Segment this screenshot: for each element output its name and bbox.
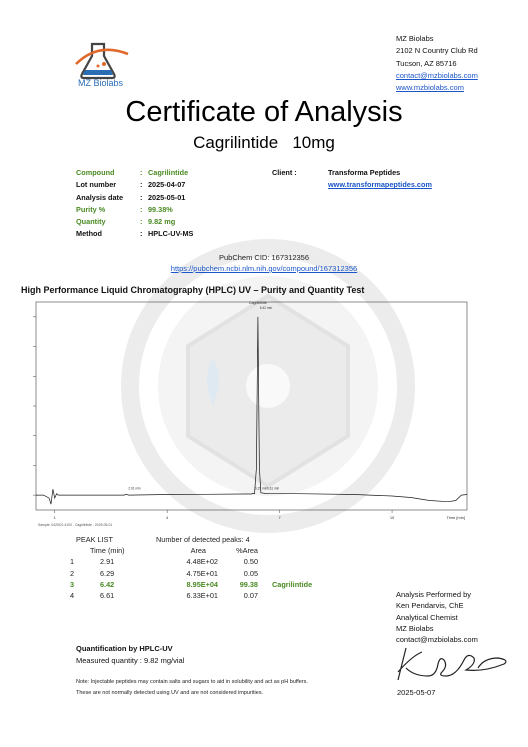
peak-cell-pct: 99.38 [239,579,258,589]
peak-cell-n: 4 [70,590,75,600]
peak-cell-area: 4.48E+02 [186,557,218,567]
sample-info [76,167,193,241]
peak-cell-name [258,556,352,567]
plot-frame [36,302,467,510]
quantity-label: Quantity [76,217,106,227]
lot-value: 2025-04-07 [148,180,186,190]
x-tick-label: 7 [278,515,281,520]
compound-value: Cagrilintide [148,168,189,177]
client-label: Client : [272,168,297,177]
x-tick-label: 10 [389,515,395,520]
peak-cell-name: Cagrilintide [272,579,313,589]
separator: : [140,217,143,227]
method-label: Method [76,229,102,239]
peak-cell-n: 3 [70,579,75,589]
signature-icon [392,642,512,684]
peak-cell-pct: 0.05 [243,568,258,578]
client-block [272,167,432,190]
note-line-2: These are not normally detected using UV and are not considered impurities. [76,690,264,697]
peak-row [70,590,352,601]
peak-row [70,556,352,567]
client-name: Transforma Peptides [328,168,401,177]
peak-cell-n: 2 [70,568,75,578]
date-label: Analysis date [76,192,124,202]
company-website-link[interactable]: www.mzbiolabs.com [396,83,464,93]
analyst-block [396,589,478,645]
peak-cell-pct: 0.50 [243,557,258,567]
lot-label: Lot number [76,180,117,190]
peak-cell-time: 6.29 [100,568,115,578]
company-address [396,33,478,94]
peak-cell-n: 1 [70,557,75,567]
quant-measured: Measured quantity : 9.82 mg/vial [76,655,185,665]
separator: : [140,192,143,202]
separator: : [140,229,143,239]
analyst-company: MZ Biolabs [396,623,434,633]
peak-time-label: 6.61 min [266,486,280,491]
method-value: HPLC-UV-MS [148,229,194,239]
x-tick-label: 1 [53,515,56,520]
peak-cell-name [258,590,352,601]
note-block [76,677,308,700]
x-axis-label: Time [min] [446,515,465,520]
compound-label: Compound [76,168,115,177]
analyst-role: Analytical Chemist [396,612,458,622]
peak-cell-area: 6.33E+01 [186,590,218,600]
chromatogram-chart [21,296,491,528]
company-email-link[interactable]: contact@mzbiolabs.com [396,70,478,80]
peak-cell-area: 8.95E+04 [186,579,218,589]
document-subtitle: Cagrilintide 10mg [193,133,335,152]
peak-cell-time: 6.42 [100,579,115,589]
quant-title: Quantification by HPLC-UV [76,644,173,653]
separator: : [140,204,143,214]
analysis-signed-date: 2025-05-07 [397,688,436,697]
separator: : [140,168,143,177]
document-title: Certificate of Analysis [125,96,403,128]
pubchem-cid: PubChem CID: 167312356 [218,253,310,262]
peak-name-label: Cagrilintide [248,301,267,305]
quantification-block [76,643,184,666]
client-website-link[interactable]: www.transformapeptides.com [328,180,432,190]
separator: : [140,180,143,190]
col-time-header: Time (min) [90,546,125,556]
pubchem-block [0,252,528,274]
purity-label: Purity % [76,204,106,214]
peak-row [70,568,352,579]
peak-cell-area: 4.75E+01 [186,568,218,578]
peak-count: Number of detected peaks: 4 [156,535,250,544]
date-value: 2025-05-01 [148,192,186,202]
peak-row [70,579,352,590]
analyst-email: contact@mzbiolabs.com [396,635,478,645]
x-tick-label: 4 [166,515,169,520]
analyst-intro: Analysis Performed by [396,590,472,599]
chart-footer-text: Sample: 0425C0-4100 - Cagrilintide - 2025-05-01 [38,523,113,527]
peak-cell-pct: 0.07 [243,590,258,600]
company-city: Tucson, AZ 85716 [396,58,457,68]
chromatogram-trace [36,317,467,504]
company-name: MZ Biolabs [396,34,434,43]
company-street: 2102 N Country Club Rd [396,46,478,56]
pubchem-link[interactable]: https://pubchem.ncbi.nlm.nih.gov/compound/167312356 [170,264,358,273]
peak-cell-name [258,568,352,579]
purity-value: 99.38% [148,204,173,214]
analyst-name: Ken Pendarvis, ChE [396,601,464,611]
quantity-value: 9.82 mg [148,217,176,227]
peak-time-label: 6.42 min [259,306,273,310]
peak-table [70,534,352,601]
peak-cell-time: 6.61 [100,590,115,600]
note-line-1: Note: Injectable peptides may contain salts and sugars to aid in solubility and act as pH buffers. [76,679,308,685]
col-pct-header: %Area [236,546,258,556]
peak-time-label: 6.29 min [254,486,268,491]
peak-cell-time: 2.91 [100,557,115,567]
logo-text: MZ Biolabs [78,78,124,88]
col-area-header: Area [190,546,206,556]
hplc-title: High Performance Liquid Chromatography (HPLC) UV – Purity and Quantity Test [21,285,365,295]
peak-time-label: 2.91 min [128,486,141,491]
peak-list-header: PEAK LIST [76,535,113,544]
